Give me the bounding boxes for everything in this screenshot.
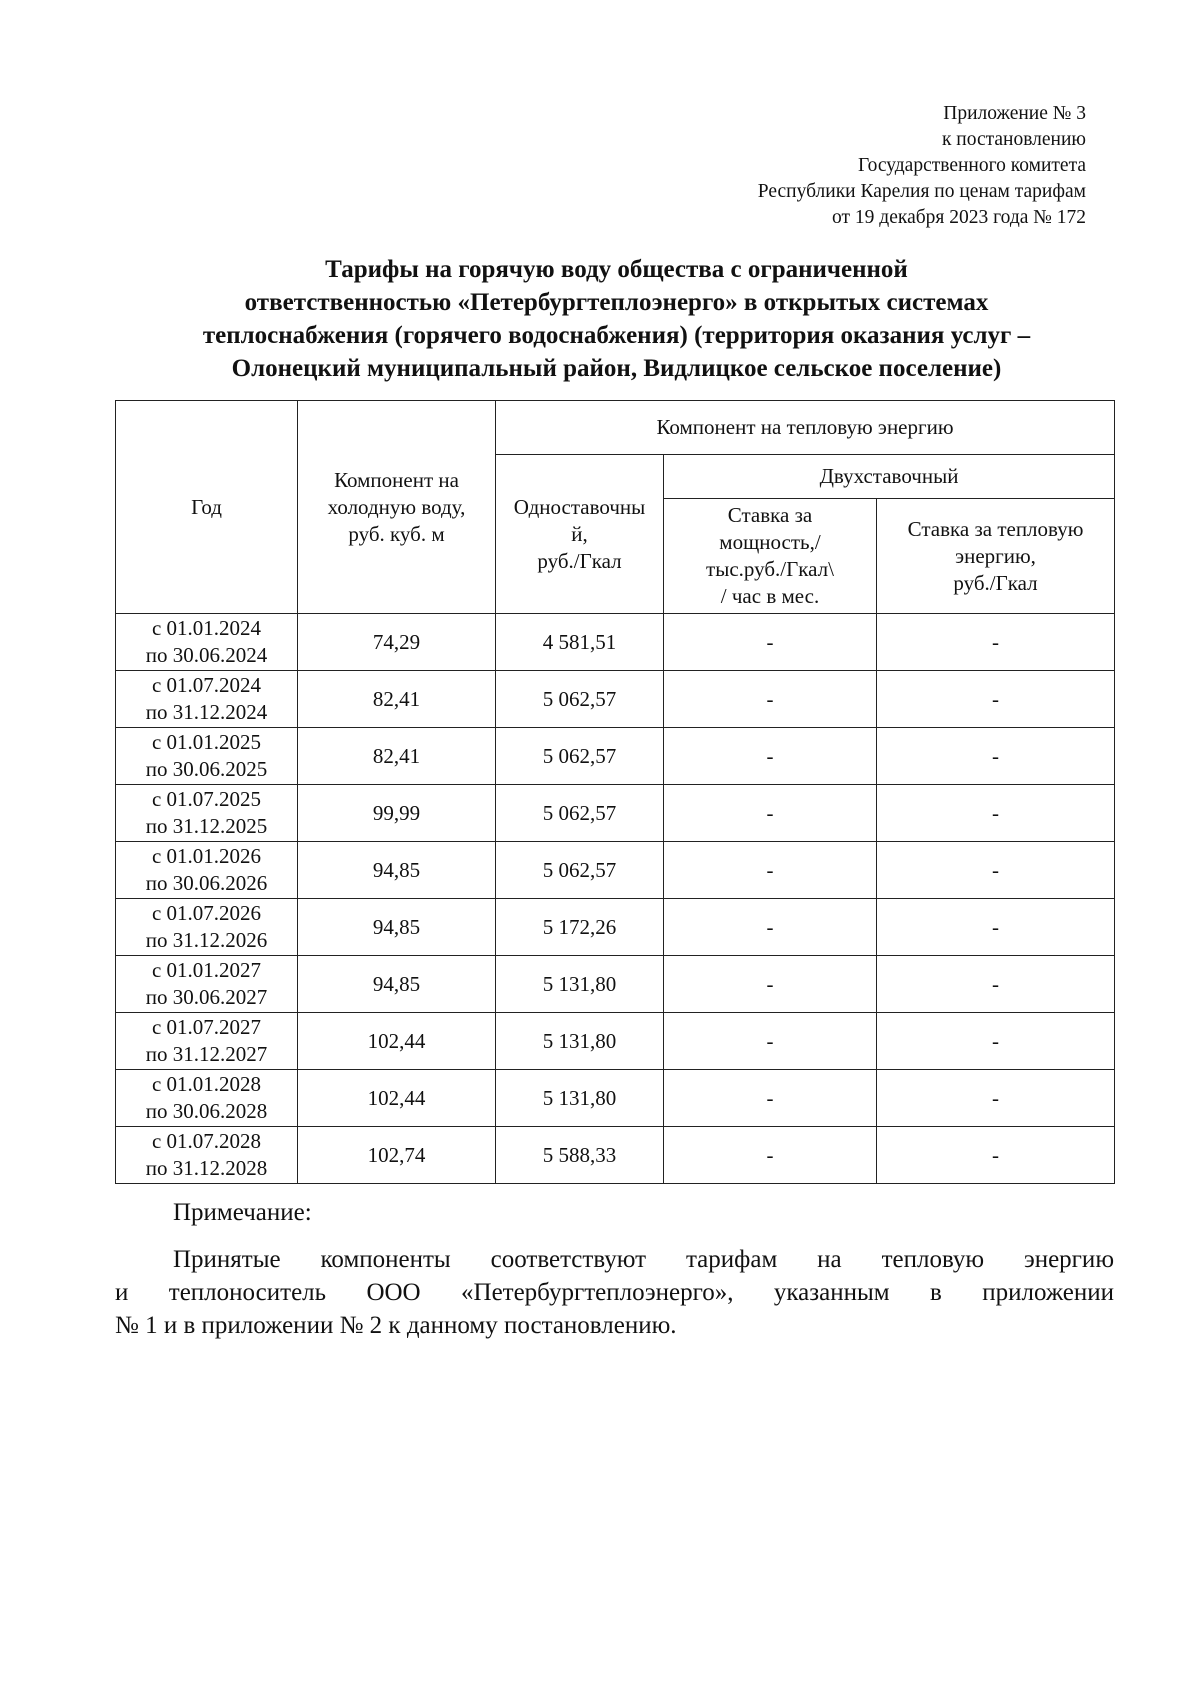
energy-rate-cell: -	[877, 899, 1115, 956]
period-to: по 30.06.2027	[145, 985, 268, 1009]
capacity-rate-cell: -	[664, 956, 877, 1013]
energy-rate-cell: -	[877, 614, 1115, 671]
header-single-rate-line: Одноставочны	[513, 494, 646, 519]
header-energy-rate-line: руб./Гкал	[953, 570, 1038, 595]
period-from: с 01.07.2027	[151, 1015, 262, 1039]
period-from: с 01.07.2025	[151, 787, 262, 811]
title-line: теплоснабжения (горячего водоснабжения) (территория оказания услуг –	[202, 322, 1031, 349]
note-line: № 1 и в приложении № 2 к данному постановлению.	[115, 1312, 677, 1339]
period-cell	[116, 671, 298, 728]
period-cell	[116, 842, 298, 899]
appendix-line: Государственного комитета	[858, 155, 1086, 176]
period-from: с 01.07.2026	[151, 901, 262, 925]
period-cell	[116, 614, 298, 671]
cold-water-cell: 102,74	[298, 1127, 496, 1184]
period-from: с 01.07.2024	[151, 673, 262, 697]
period-from: с 01.01.2024	[151, 616, 262, 640]
note-text	[115, 1243, 1114, 1342]
table-row	[116, 1070, 1115, 1127]
period-to: по 31.12.2025	[145, 814, 268, 838]
energy-rate-cell: -	[877, 1013, 1115, 1070]
period-to: по 31.12.2027	[145, 1042, 268, 1066]
capacity-rate-cell: -	[664, 785, 877, 842]
period-cell	[116, 785, 298, 842]
table-row	[116, 614, 1115, 671]
energy-rate-cell: -	[877, 785, 1115, 842]
cold-water-cell: 102,44	[298, 1070, 496, 1127]
single-rate-cell: 5 131,80	[496, 956, 664, 1013]
energy-rate-cell: -	[877, 728, 1115, 785]
header-single-rate	[496, 455, 664, 614]
note-label: Примечание:	[173, 1199, 312, 1226]
period-cell	[116, 1013, 298, 1070]
period-cell	[116, 956, 298, 1013]
single-rate-cell: 5 172,26	[496, 899, 664, 956]
period-cell	[116, 899, 298, 956]
energy-rate-cell: -	[877, 956, 1115, 1013]
header-energy-rate-line: Ставка за тепловую	[907, 516, 1084, 541]
capacity-rate-cell: -	[664, 1070, 877, 1127]
appendix-line: Приложение № 3	[943, 103, 1086, 124]
header-cold-water	[298, 401, 496, 614]
cold-water-cell: 102,44	[298, 1013, 496, 1070]
energy-rate-cell: -	[877, 842, 1115, 899]
cold-water-cell: 94,85	[298, 842, 496, 899]
period-to: по 30.06.2024	[145, 643, 268, 667]
period-to: по 31.12.2024	[145, 700, 268, 724]
header-year: Год	[116, 401, 298, 614]
header-single-rate-line: й,	[571, 521, 588, 546]
period-to: по 31.12.2026	[145, 928, 268, 952]
table-row	[116, 785, 1115, 842]
single-rate-cell: 5 062,57	[496, 785, 664, 842]
period-cell	[116, 1070, 298, 1127]
title-line: ответственностью «Петербургтеплоэнерго» в открытых системах	[244, 289, 989, 316]
tariff-table	[115, 400, 1115, 1184]
table-row	[116, 899, 1115, 956]
table-row	[116, 671, 1115, 728]
capacity-rate-cell: -	[664, 614, 877, 671]
period-to: по 30.06.2026	[145, 871, 268, 895]
capacity-rate-cell: -	[664, 1127, 877, 1184]
single-rate-cell: 5 131,80	[496, 1070, 664, 1127]
period-from: с 01.01.2028	[151, 1072, 262, 1096]
header-capacity-rate-line: / час в мес.	[720, 584, 820, 608]
header-capacity-rate	[664, 499, 877, 614]
header-cold-water-line: холодную воду,	[327, 494, 466, 519]
single-rate-cell: 5 062,57	[496, 671, 664, 728]
tariff-table-body	[116, 614, 1115, 1184]
cold-water-cell: 82,41	[298, 671, 496, 728]
single-rate-cell: 5 062,57	[496, 842, 664, 899]
capacity-rate-cell: -	[664, 1013, 877, 1070]
header-two-rate: Двухставочный	[664, 455, 1115, 499]
period-to: по 30.06.2025	[145, 757, 268, 781]
single-rate-cell: 4 581,51	[496, 614, 664, 671]
capacity-rate-cell: -	[664, 728, 877, 785]
table-row	[116, 1013, 1115, 1070]
header-capacity-rate-line: Ставка за	[727, 503, 813, 527]
capacity-rate-cell: -	[664, 842, 877, 899]
note-line: Принятые компоненты соответствуют тарифам на тепловую энергию	[173, 1246, 1114, 1273]
energy-rate-cell: -	[877, 1127, 1115, 1184]
header-cold-water-line: руб. куб. м	[348, 521, 445, 546]
appendix-line: от 19 декабря 2023 года № 172	[832, 207, 1086, 228]
appendix-header	[758, 101, 1086, 231]
cold-water-cell: 99,99	[298, 785, 496, 842]
capacity-rate-cell: -	[664, 899, 877, 956]
title-line: Олонецкий муниципальный район, Видлицкое сельское поселение)	[231, 355, 1002, 382]
table-row	[116, 1127, 1115, 1184]
header-capacity-rate-line: тыс.руб./Гкал\	[706, 557, 834, 581]
period-from: с 01.01.2025	[151, 730, 262, 754]
period-from: с 01.01.2027	[151, 958, 262, 982]
header-single-rate-line: руб./Гкал	[537, 548, 622, 573]
single-rate-cell: 5 131,80	[496, 1013, 664, 1070]
appendix-line: к постановлению	[941, 129, 1086, 150]
cold-water-cell: 94,85	[298, 899, 496, 956]
cold-water-cell: 94,85	[298, 956, 496, 1013]
period-cell	[116, 728, 298, 785]
cold-water-cell: 82,41	[298, 728, 496, 785]
header-cold-water-line: Компонент на	[334, 467, 459, 492]
period-cell	[116, 1127, 298, 1184]
single-rate-cell: 5 062,57	[496, 728, 664, 785]
title-line: Тарифы на горячую воду общества с ограниченной	[325, 256, 908, 283]
period-to: по 31.12.2028	[145, 1156, 268, 1180]
single-rate-cell: 5 588,33	[496, 1127, 664, 1184]
cold-water-cell: 74,29	[298, 614, 496, 671]
header-capacity-rate-line: мощность,/	[719, 530, 821, 554]
capacity-rate-cell: -	[664, 671, 877, 728]
appendix-line: Республики Карелия по ценам тарифам	[757, 181, 1086, 202]
document-title	[118, 253, 1115, 385]
header-energy-rate	[877, 499, 1115, 614]
header-energy-rate-line: энергию,	[955, 543, 1036, 568]
period-to: по 30.06.2028	[145, 1099, 268, 1123]
period-from: с 01.07.2028	[151, 1129, 262, 1153]
note-line: и теплоноситель ООО «Петербургтеплоэнерго», указанным в приложении	[115, 1279, 1114, 1306]
energy-rate-cell: -	[877, 1070, 1115, 1127]
header-heat-energy: Компонент на тепловую энергию	[496, 401, 1115, 455]
energy-rate-cell: -	[877, 671, 1115, 728]
table-row	[116, 728, 1115, 785]
table-row	[116, 956, 1115, 1013]
table-row	[116, 842, 1115, 899]
period-from: с 01.01.2026	[151, 844, 262, 868]
